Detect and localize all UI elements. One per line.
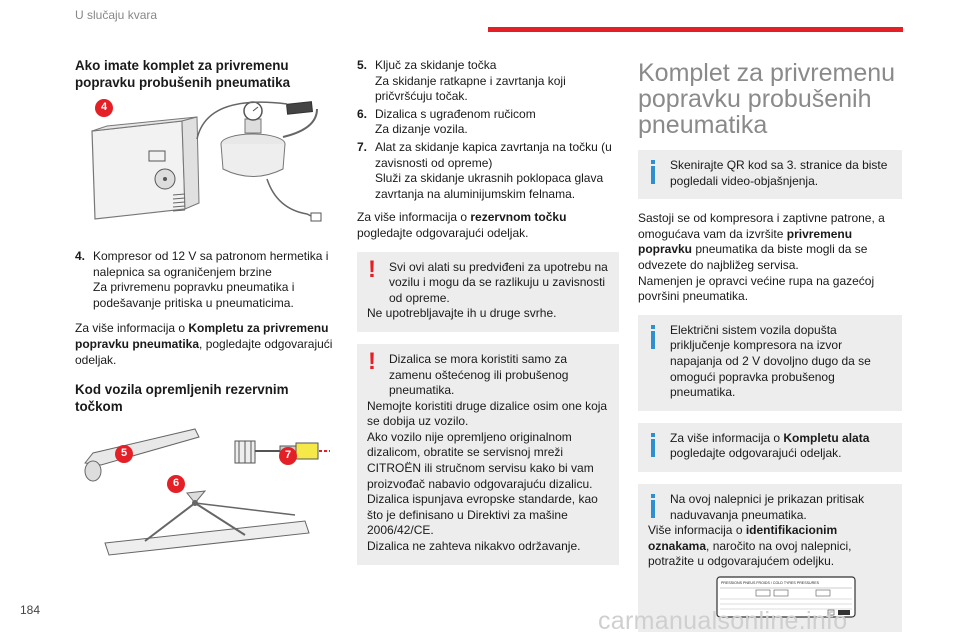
- badge-4: 4: [95, 99, 113, 117]
- badge-6: 6: [167, 475, 185, 493]
- list-item-4: 4. Kompresor od 12 V sa patronom hermetika i nalepnica sa ograničenjem brzine Za privremenu popravku pneumatika i podešavanje pritiska u pneumaticima.: [75, 249, 329, 310]
- header-accent-bar: [488, 27, 903, 32]
- badge-5: 5: [115, 445, 133, 463]
- info-icon: [651, 494, 655, 518]
- heading-temporary-repair-kit: Ako imate komplet za privremenu popravku probušenih pneumatika: [75, 58, 291, 90]
- list-item-7: 7. Alat za skidanje kapica zavrtanja na točku (u zavisnosti od opreme) Služi za skidanje ukrasnih poklopaca glava zavrtanja na aluminijumskim felnama.: [357, 139, 612, 201]
- warning-icon: !: [368, 347, 376, 375]
- list-item-5: 5. Ključ za skidanje točka Za skidanje ratkapne i zavrtanja koji pričvršćuju točak.: [357, 58, 566, 104]
- list-item-6: 6. Dizalica s ugrađenom ručicom Za dizanje vozila.: [357, 106, 536, 137]
- reference-spare-wheel: Za više informacija o rezervnom točku pogledajte odgovarajući odeljak.: [357, 210, 567, 240]
- info-box-electrical: Električni sistem vozila dopušta priključenje kompresora na izvor napajanja od 2 V dovoljno dugo da se omogući popravka probušenog pneumatika.: [638, 315, 902, 411]
- label-image-text: PRESSIONS PNEUS FROIDS / COLD TYRES PRESSURES: [721, 580, 819, 585]
- tools-illustration: [75, 423, 330, 563]
- info-box-label: Na ovoj nalepnici je prikazan pritisak naduvavanja pneumatika. Više informacija o identifikacionim oznakama, naročito na ovoj nalepnici, potražite u odgovarajućem odeljku. PRESSIONS PNEUS FROIDS / COLD TYRES PRESSURES: [638, 484, 902, 633]
- warning-box-tools: ! Svi ovi alati su predviđeni za upotrebu na vozilu i mogu da se razlikuju u zavisnosti od opreme. Ne upotrebljavajte ih u druge svrhe.: [357, 252, 619, 332]
- page-title: Komplet za privremenu popravku probušenih pneumatika: [638, 59, 896, 139]
- badge-7: 7: [279, 447, 297, 465]
- warning-icon: !: [368, 255, 376, 283]
- info-icon: [651, 160, 655, 184]
- page-number: 184: [20, 603, 41, 617]
- info-icon: [651, 325, 655, 349]
- section-title: U slučaju kvara: [75, 8, 158, 22]
- column-right: [638, 58, 902, 640]
- reference-repair-kit: Za više informacija o Kompletu za privremenu popravku pneumatika, pogledajte odgovarajući odeljak.: [75, 321, 333, 367]
- watermark: carmanualsonline.info: [598, 607, 848, 635]
- warning-box-jack: ! Dizalica se mora koristiti samo za zamenu oštećenog ili probušenog pneumatika. Nemojte koristiti druge dizalice osim one koja se dobija uz vozilo. Ako vozilo nije opremljeno originalnom dizalicom, obratite se servisnoj mreži CITROËN ili stručnom servisu kako bi vam proizvođač nabavio odgovarajuću dizalicu. Dizalica ispunjava evropske standarde, kao što je definisano u Direktivi za mašine 2006/42/CE. Dizalica ne zahteva nikakvo održavanje.: [357, 344, 619, 565]
- column-left: [75, 58, 337, 573]
- compressor-illustration: [87, 99, 332, 239]
- info-box-qr: Skenirajte QR kod sa 3. stranice da biste pogledali video-objašnjenja.: [638, 150, 902, 199]
- info-icon: [651, 433, 655, 457]
- kit-description: Sastoji se od kompresora i zaptivne patrone, a omogućava vam da izvršite privremenu popravku pneumatika da biste mogli da se odvezete do najbližeg servisa. Namenjen je opravci većine rupa na gazećoj površini pneumatika.: [638, 211, 885, 304]
- column-middle: [357, 58, 619, 577]
- info-box-toolkit: Za više informacija o Kompletu alata pogledajte odgovarajući odeljak.: [638, 423, 902, 472]
- heading-spare-wheel: Kod vozila opremljenih rezervnim točkom: [75, 382, 289, 414]
